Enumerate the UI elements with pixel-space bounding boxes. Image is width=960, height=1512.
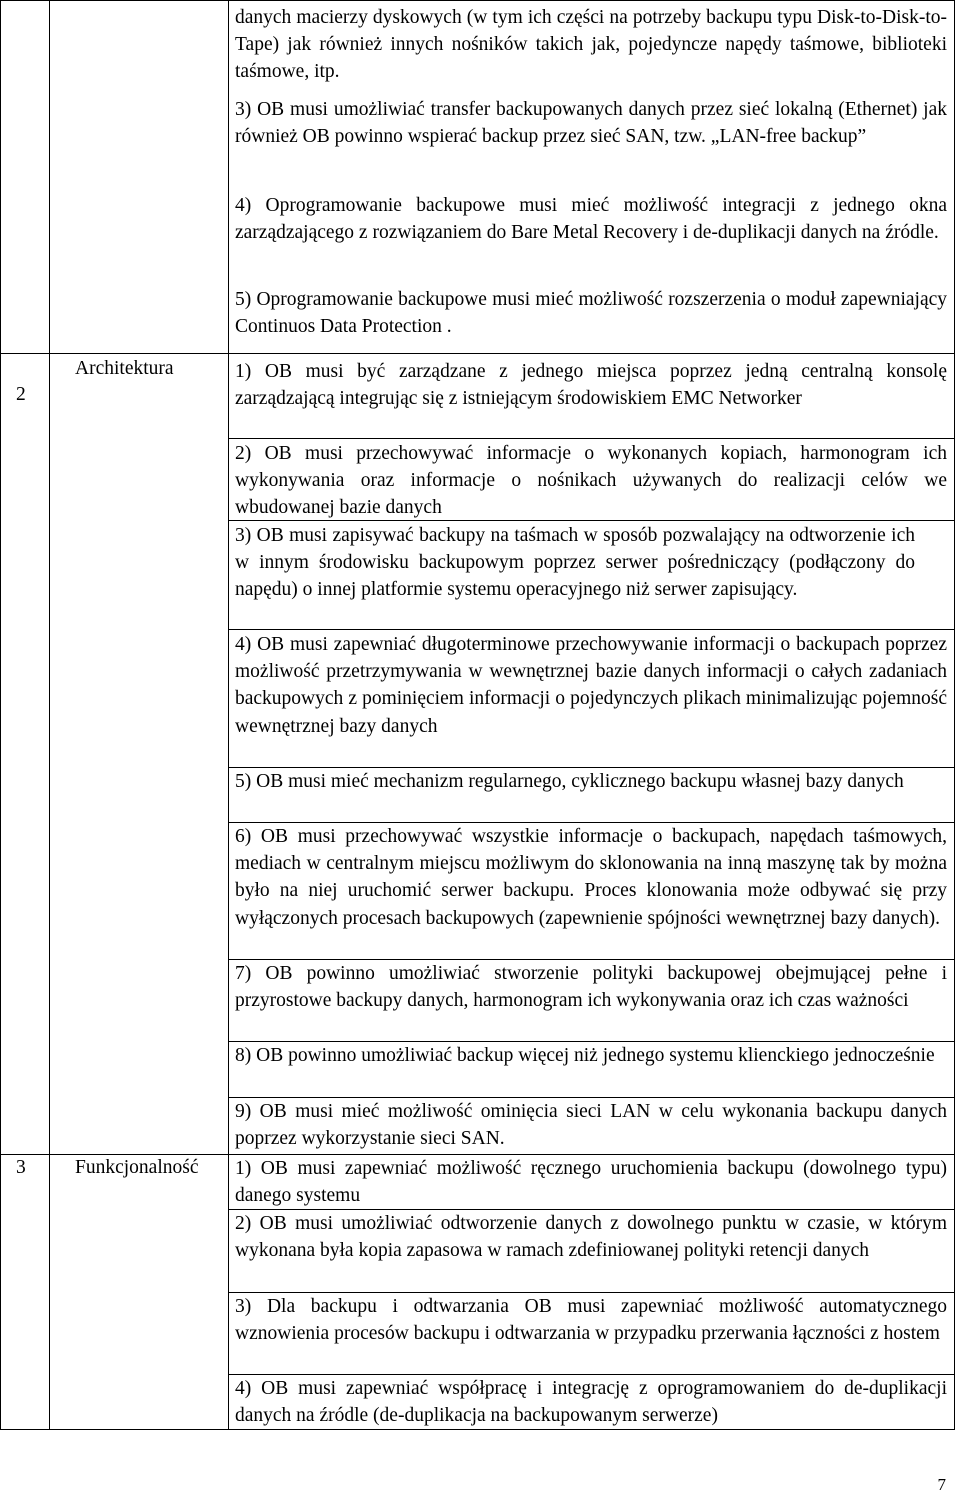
row-number: 3 bbox=[16, 1157, 26, 1178]
requirement-text: 2) OB musi umożliwiać odtworzenie danych z dowolnego punktu w czasie, w którym wykonana była kopia zapasowa w ramach zdefiniowanej polityki retencji danych bbox=[235, 1213, 947, 1262]
requirement-text: 6) OB musi przechowywać wszystkie informacje o backupach, napędach taśmowych, mediach w centralnym miejscu możliwym do sklonowania na inną maszynę tak by można było na niej uruchomić serwer backupu. Proces klonowania może odbywać się przy wyłączonych procesach backupowych (zapewnienie spójności wewnętrznej bazy danych). bbox=[235, 826, 947, 929]
requirement-text: 1) OB musi być zarządzane z jednego miejsca poprzez jedną centralną konsolę zarządzającą integrując się z istniejącym środowiskiem EMC Networker bbox=[235, 361, 947, 410]
requirement-text: 3) OB musi zapisywać backupy na taśmach w sposób pozwalający na odtworzenie ich w innym środowisku backupowym poprzez serwer pośredniczący (podłączony do napędu) o innej platformie systemu operacyjnego niż serwer zapisujący. bbox=[235, 525, 915, 601]
requirement-text: 3) Dla backupu i odtwarzania OB musi zapewniać możliwość automatycznego wznowienia procesów backupu i odtwarzania w przypadku przerwania łączności z hostem bbox=[235, 1296, 947, 1345]
requirement-text: 9) OB musi mieć możliwość ominięcia sieci LAN w celu wykonania backupu danych poprzez wykorzystanie sieci SAN. bbox=[235, 1101, 947, 1150]
requirement-text: 3) OB musi umożliwiać transfer backupowanych danych przez sieć lokalną (Ethernet) jak również OB powinno wspierać backup przez sieć SAN, tzw. „LAN-free backup” bbox=[235, 99, 947, 148]
item-divider bbox=[228, 438, 954, 439]
requirement-text: 5) OB musi mieć mechanizm regularnego, cyklicznego backupu własnej bazy danych bbox=[235, 771, 904, 792]
row-divider bbox=[1, 353, 954, 354]
requirement-text: danych macierzy dyskowych (w tym ich części na potrzeby backupu typu Disk-to-Disk-to-Tape) jak również innych nośników takich jak, pojedyncze napędy taśmowe, biblioteki taśmowe, itp. bbox=[235, 7, 947, 83]
requirement-text: 4) OB musi zapewniać długoterminowe przechowywanie informacji o backupach poprzez możliwość przetrzymywania w wewnętrznej bazie danych informacji o całych zadaniach backupowych z pominięciem informacji o pojedynczych plikach minimalizując pojemność wewnętrznej bazy danych bbox=[235, 634, 947, 737]
requirement-text: 1) OB musi zapewniać możliwość ręcznego uruchomienia backupu (dowolnego typu) danego systemu bbox=[235, 1158, 947, 1207]
column-divider-number bbox=[49, 1, 50, 1429]
requirement-text: 2) OB musi przechowywać informacje o wykonanych kopiach, harmonogram ich wykonywania oraz informacje o nośnikach używanych do realizacji celów we wbudowanej bazie danych bbox=[235, 443, 947, 519]
requirement-text: 4) OB musi zapewniać współpracę i integrację z oprogramowaniem do de-duplikacji danych na źródle (de-duplikacja na backupowanym serwerze) bbox=[235, 1378, 947, 1427]
row-category: Architektura bbox=[75, 358, 174, 379]
row-number: 2 bbox=[16, 384, 26, 405]
column-divider-category bbox=[228, 1, 229, 1429]
page-number: 7 bbox=[937, 1475, 946, 1494]
row-category: Funkcjonalność bbox=[75, 1157, 199, 1178]
requirement-text: 7) OB powinno umożliwiać stworzenie polityki backupowej obejmującej pełne i przyrostowe backupy danych, harmonogram ich wykonywania oraz ich czas ważności bbox=[235, 963, 947, 1012]
requirement-text: 4) Oprogramowanie backupowe musi mieć możliwość integracji z jednego okna zarządzającego z rozwiązaniem do Bare Metal Recovery i de-duplikacji danych na źródle. bbox=[235, 195, 947, 244]
requirement-text: 8) OB powinno umożliwiać backup więcej niż jednego systemu klienckiego jednocześnie bbox=[235, 1045, 935, 1066]
requirement-text: 5) Oprogramowanie backupowe musi mieć możliwość rozszerzenia o moduł zapewniający Continuos Data Protection . bbox=[235, 289, 947, 338]
item-divider bbox=[228, 629, 954, 630]
